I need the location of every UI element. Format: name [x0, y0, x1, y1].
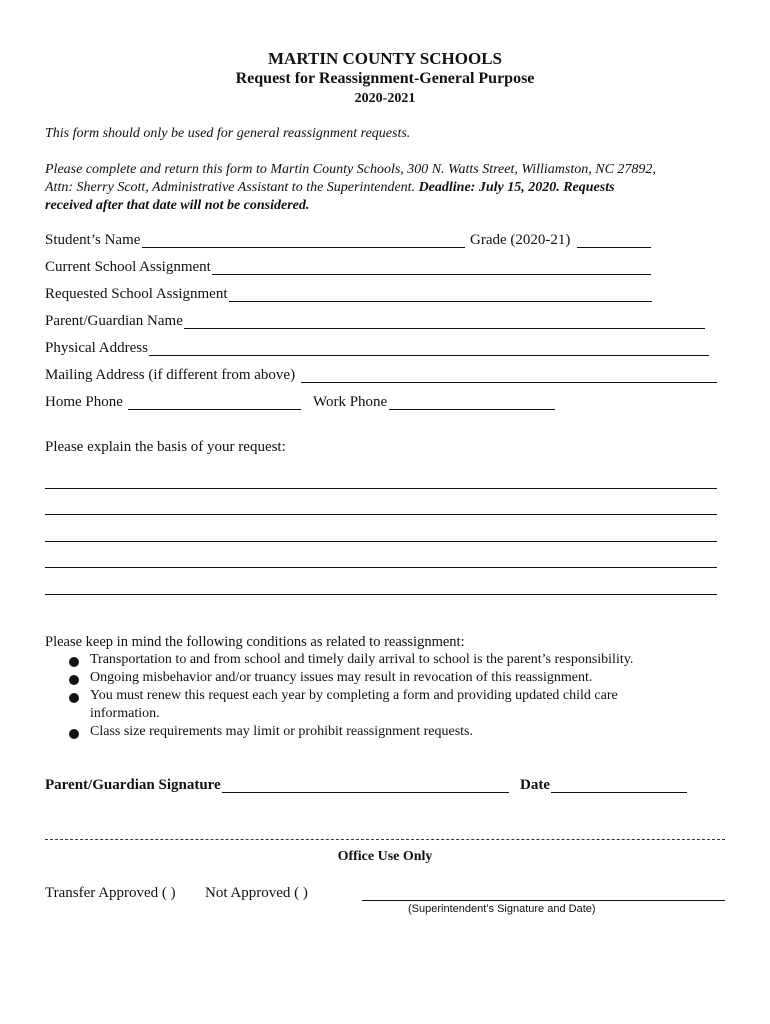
bullet-dot-2	[69, 675, 79, 685]
explain-prompt: Please explain the basis of your request:	[45, 439, 286, 455]
explain-line-5[interactable]	[45, 594, 717, 595]
parent-name-field[interactable]	[184, 328, 705, 329]
instructions-line-1: Please complete and return this form to Martin County Schools, 300 N. Watts Street, Williamston, NC 27892,	[45, 162, 656, 177]
date-field[interactable]	[551, 792, 687, 793]
work-phone-label: Work Phone	[313, 394, 388, 410]
home-phone-label: Home Phone	[45, 394, 123, 410]
signature-label: Parent/Guardian Signature	[45, 777, 221, 793]
cut-line	[45, 839, 725, 840]
explain-line-3[interactable]	[45, 541, 717, 542]
explain-line-4[interactable]	[45, 567, 717, 568]
bullet-dot-4	[69, 729, 79, 739]
current-school-field[interactable]	[212, 274, 651, 275]
office-use-title: Office Use Only	[337, 849, 433, 864]
student-name-field[interactable]	[142, 247, 465, 248]
superintendent-signature-caption: (Superintendent’s Signature and Date)	[408, 903, 596, 915]
home-phone-field[interactable]	[128, 409, 301, 410]
grade-field[interactable]	[577, 247, 651, 248]
form-title: Request for Reassignment-General Purpose	[235, 70, 535, 87]
instructions-line-2	[45, 180, 615, 196]
not-approved-option[interactable]: Not Approved ( )	[205, 885, 308, 901]
requested-school-label: Requested School Assignment	[45, 286, 228, 302]
superintendent-signature-field[interactable]	[362, 900, 725, 901]
explain-line-2[interactable]	[45, 514, 717, 515]
transfer-approved-option[interactable]: Transfer Approved ( )	[45, 885, 176, 901]
condition-item-2: Ongoing misbehavior and/or truancy issues may result in revocation of this reassignment.	[90, 670, 593, 685]
bullet-dot-3	[69, 693, 79, 703]
physical-address-label: Physical Address	[45, 340, 148, 356]
mailing-address-label: Mailing Address (if different from above)	[45, 367, 296, 383]
mailing-address-field[interactable]	[301, 382, 717, 383]
current-school-label: Current School Assignment	[45, 259, 211, 275]
parent-name-label: Parent/Guardian Name	[45, 313, 183, 329]
instructions-attn: Attn: Sherry Scott, Administrative Assistant to the Superintendent.	[45, 180, 419, 195]
condition-item-3-cont: information.	[90, 706, 160, 721]
work-phone-field[interactable]	[389, 409, 555, 410]
school-year: 2020-2021	[354, 91, 416, 106]
requested-school-field[interactable]	[229, 301, 652, 302]
physical-address-field[interactable]	[149, 355, 709, 356]
conditions-intro: Please keep in mind the following conditions as related to reassignment:	[45, 634, 465, 650]
condition-item-1: Transportation to and from school and timely daily arrival to school is the parent’s responsibility.	[90, 652, 634, 667]
usage-note: This form should only be used for general reassignment requests.	[45, 126, 411, 141]
condition-item-3: You must renew this request each year by completing a form and providing updated child care	[90, 688, 618, 703]
condition-item-4: Class size requirements may limit or prohibit reassignment requests.	[90, 724, 473, 739]
explain-line-1[interactable]	[45, 488, 717, 489]
signature-field[interactable]	[222, 792, 509, 793]
instructions-line-3: received after that date will not be considered.	[45, 198, 310, 213]
org-title: MARTIN COUNTY SCHOOLS	[268, 49, 502, 68]
grade-label: Grade (2020-21)	[470, 232, 571, 248]
deadline-text: Deadline: July 15, 2020. Requests	[418, 180, 615, 195]
date-label: Date	[520, 777, 550, 793]
student-name-label: Student’s Name	[45, 232, 141, 248]
bullet-dot-1	[69, 657, 79, 667]
